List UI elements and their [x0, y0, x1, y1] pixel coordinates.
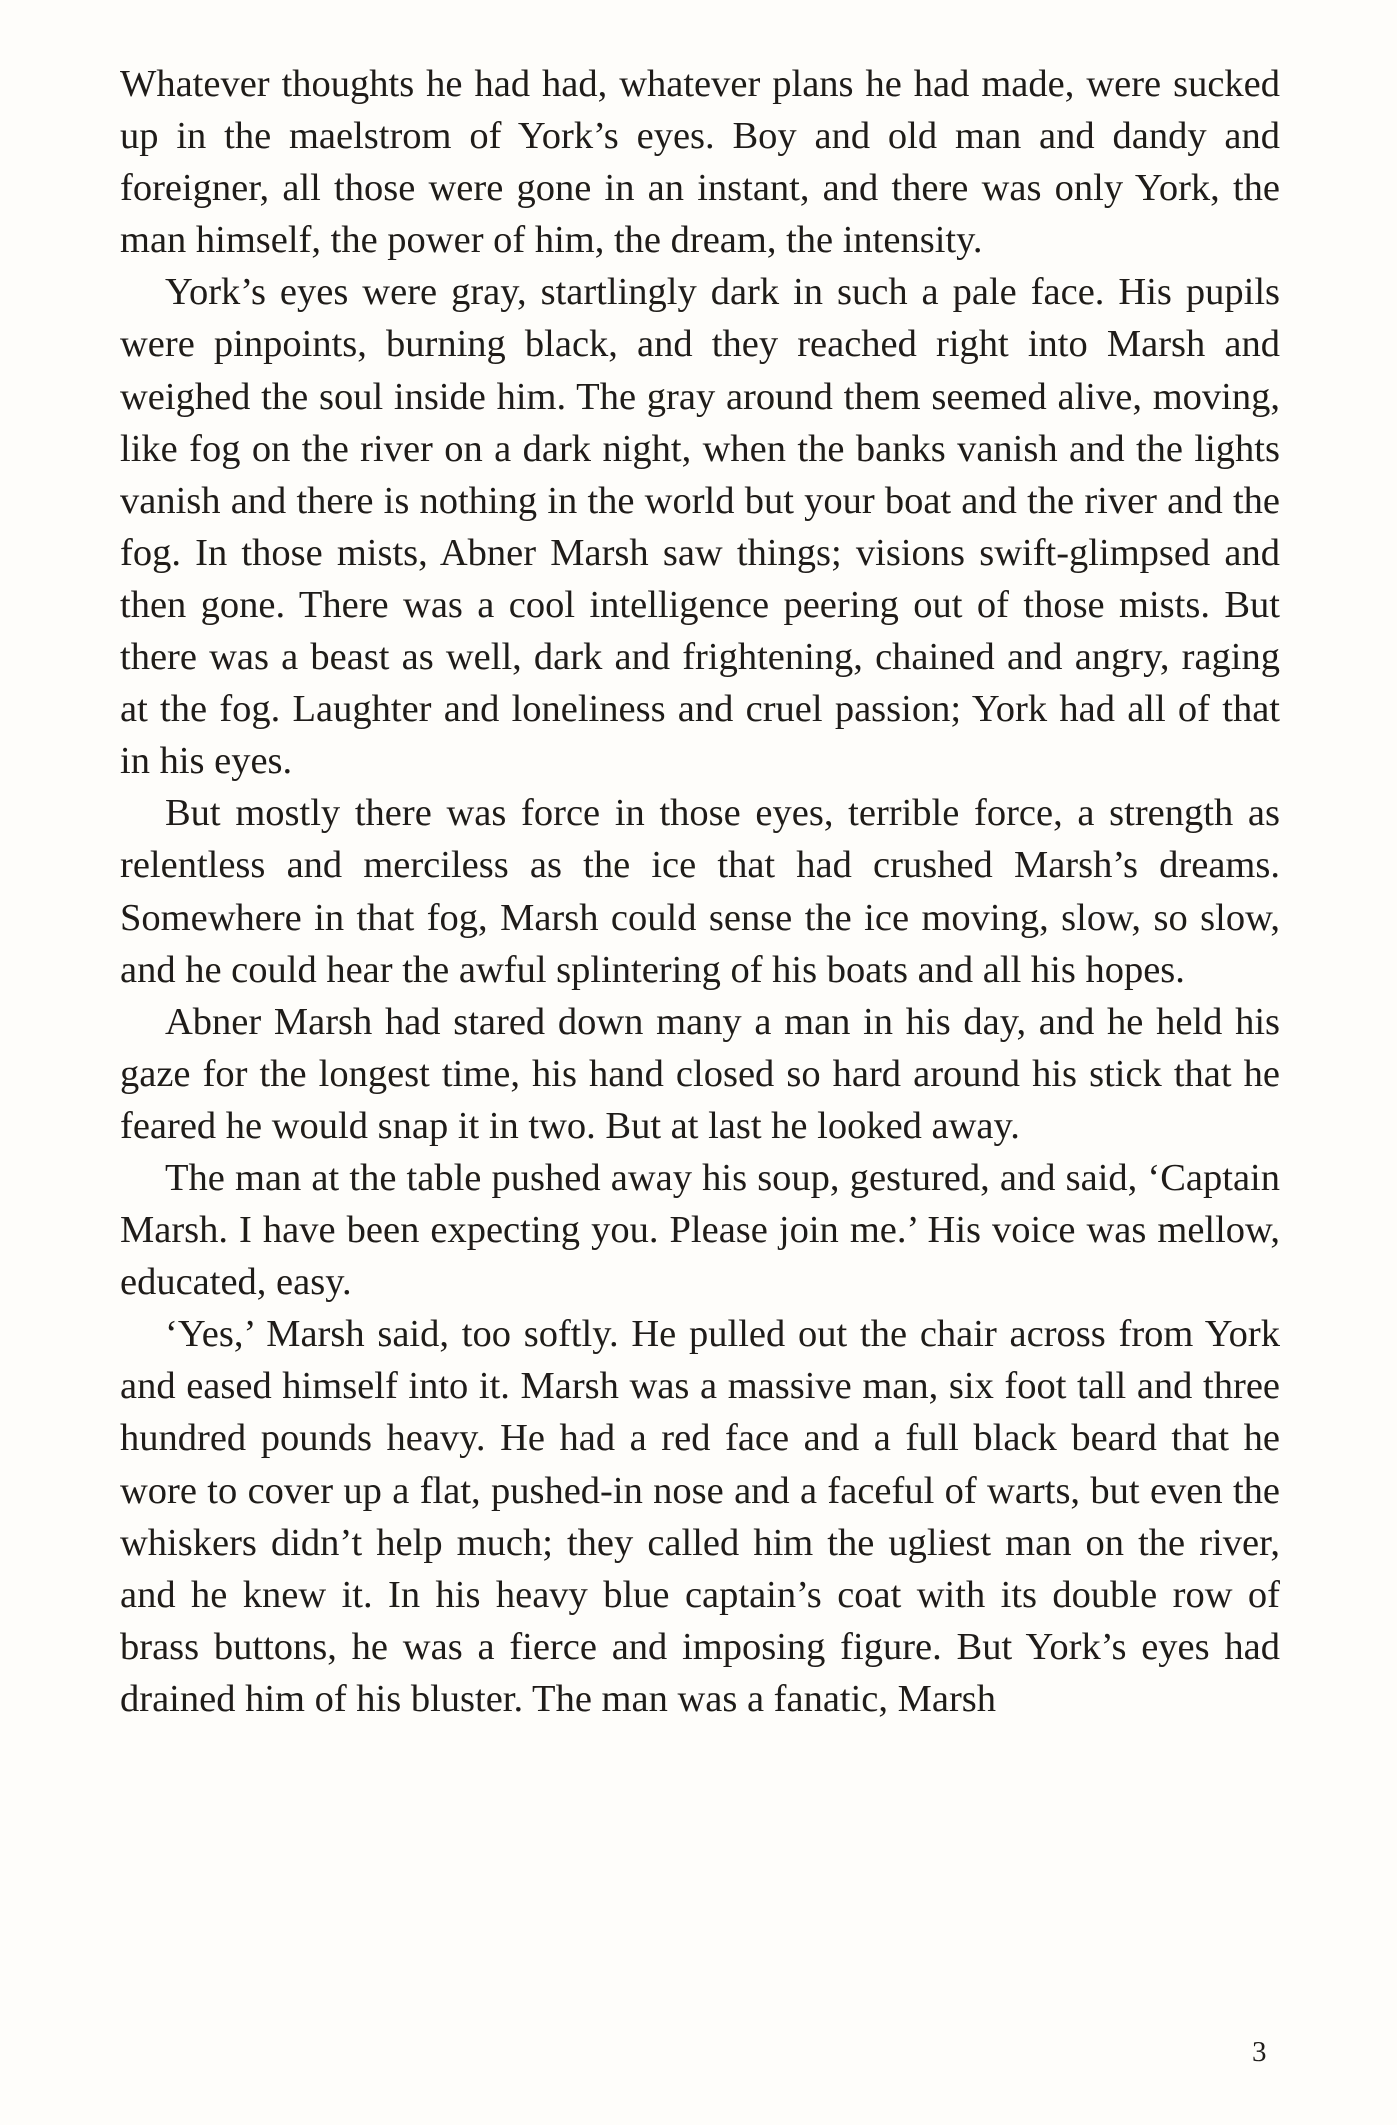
- page-number: 3: [1252, 2036, 1267, 2068]
- paragraph-2: York’s eyes were gray, startlingly dark in such a pale face. His pupils were pinpoints, burning black, and they reached right into Marsh and weighed the soul inside him. The gray around them seemed alive, moving, like fog on the river on a dark night, when the banks vanish and the lights vanish and there is nothing in the world but your boat and the river and the fog. In those mists, Abner Marsh saw things; visions swift-glimpsed and then gone. There was a cool intelligence peering out of those mists. But there was a beast as well, dark and frightening, chained and angry, raging at the fog. Laughter and loneliness and cruel passion; York had all of that in his eyes.: [120, 271, 1280, 783]
- paragraph-4: Abner Marsh had stared down many a man in his day, and he held his gaze for the longest time, his hand closed so hard around his stick that he feared he would snap it in two. But at last he looked away.: [120, 1000, 1280, 1147]
- paragraph-1: Whatever thoughts he had had, whatever plans he had made, were sucked up in the maelstrom of York’s eyes. Boy and old man and dandy and foreigner, all those were gone in an instant, and there was only York, the man himself, the power of him, the dream, the intensity.: [120, 63, 1280, 262]
- paragraph-6: ‘Yes,’ Marsh said, too softly. He pulled out the chair across from York and eased himself into it. Marsh was a massive man, six foot tall and three hundred pounds heavy. He had a red face and a full black beard that he wore to cover up a flat, pushed-in nose and a faceful of warts, but even the whiskers didn’t help much; they called him the ugliest man on the river, and he knew it. In his heavy blue captain’s coat with its double row of brass buttons, he was a fierce and imposing figure. But York’s eyes had drained him of his bluster. The man was a fanatic, Marsh: [120, 1313, 1280, 1720]
- paragraph-3: But mostly there was force in those eyes, terrible force, a strength as relentless and merciless as the ice that had crushed Marsh’s dreams. Somewhere in that fog, Marsh could sense the ice moving, slow, so slow, and he could hear the awful splintering of his boats and all his hopes.: [120, 792, 1280, 991]
- paragraph-5: The man at the table pushed away his soup, gestured, and said, ‘Captain Marsh. I have been expecting you. Please join me.’ His voice was mellow, educated, easy.: [120, 1156, 1280, 1304]
- page-body: [120, 58, 1280, 1725]
